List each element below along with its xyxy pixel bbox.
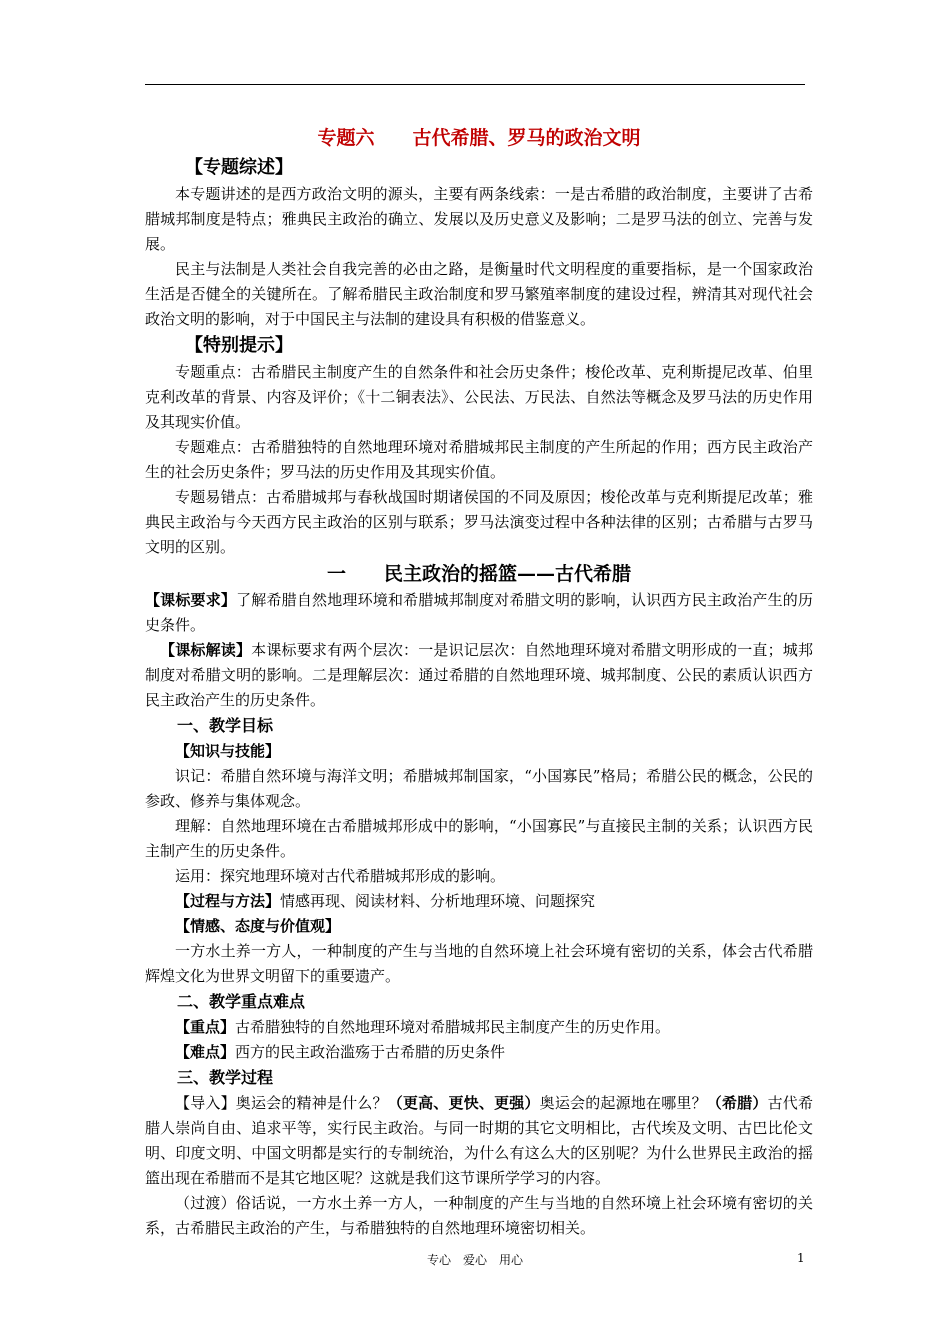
intro-question-1: 奥运会的精神是什么？ [235, 1094, 388, 1112]
difficulty-label: 【难点】 [175, 1043, 236, 1061]
interpretation-label: 【课标解读】 [160, 641, 252, 659]
standard-paragraph [145, 588, 813, 638]
interpretation-paragraph [145, 638, 813, 713]
process-method-label: 【过程与方法】 [175, 892, 281, 910]
apply-paragraph: 运用：探究地理环境对古代希腊城邦形成的影响。 [175, 867, 506, 885]
overview-paragraph-2: 民主与法制是人类社会自我完善的必由之路，是衡量时代文明程度的重要指标，是一个国家政治生活是否健全的关键所在。了解希腊民主政治制度和罗马繁殖率制度的建设过程，辨清其对现代社会政治文明的影响，对于中国民主与法制的建设具有积极的借鉴意义。 [145, 260, 813, 328]
intro-paragraph [145, 1091, 813, 1191]
tips-heading: 【特别提示】 [185, 335, 293, 356]
tips-paragraph-3: 专题易错点：古希腊城邦与春秋战国时期诸侯国的不同及原因；梭伦改革与克利斯提尼改革；雅典民主政治与今天西方民主政治的区别与联系；罗马法演变过程中各种法律的区别；古希腊与古罗马文明的区别。 [145, 488, 813, 556]
process-heading: 三、教学过程 [177, 1068, 274, 1087]
intro-question-2: 奥运会的起源地在哪里？ [539, 1094, 707, 1112]
key-text: 古希腊独特的自然地理环境对希腊城邦民主制度产生的历史作用。 [235, 1018, 671, 1036]
overview-heading: 【专题综述】 [185, 157, 293, 178]
header-rule [145, 84, 805, 85]
key-paragraph [145, 1015, 813, 1040]
page-number: 1 [797, 1251, 805, 1265]
tips-paragraph-2: 专题难点：古希腊独特的自然地理环境对希腊城邦民主制度的产生所起的作用；西方民主政治产生的社会历史条件；罗马法的历史作用及其现实价值。 [145, 438, 813, 481]
footer-motto: 专心 爱心 用心 [426, 1253, 523, 1267]
difficulty-paragraph [145, 1040, 813, 1065]
goals-heading: 一、教学目标 [177, 716, 274, 735]
lesson-title: 一 民主政治的摇篮——古代希腊 [326, 563, 631, 585]
page-title: 专题六 古代希腊、罗马的政治文明 [317, 127, 641, 149]
emotion-heading: 【情感、态度与价值观】 [175, 917, 341, 935]
overview-paragraph-1: 本专题讲述的是西方政治文明的源头，主要有两条线索：一是古希腊的政治制度，主要讲了古希腊城邦制度是特点；雅典民主政治的确立、发展以及历史意义及影响；二是罗马法的创立、完善与发展。 [145, 185, 813, 253]
knowledge-heading: 【知识与技能】 [175, 742, 281, 760]
tips-paragraph-1: 专题重点：古希腊民主制度产生的自然条件和社会历史条件；梭伦改革、克利斯提尼改革、伯里克利改革的背景、内容及评价；《十二铜表法》、公民法、万民法、自然法等概念及罗马法的历史作用及其现实价值。 [145, 363, 813, 431]
standard-text: 了解希腊自然地理环境和希腊城邦制度对希腊文明的影响，认识西方民主政治产生的历史条件。 [145, 591, 813, 634]
standard-label: 【课标要求】 [145, 591, 237, 609]
transition-text: 俗话说，一方水土养一方人，一种制度的产生与当地的自然环境上社会环境有密切的关系，古希腊民主政治的产生，与希腊独特的自然地理环境密切相关。 [145, 1194, 813, 1237]
recall-paragraph: 识记：希腊自然环境与海洋文明；希腊城邦制国家，“小国寡民”格局；希腊公民的概念，公民的参政、修养与集体观念。 [145, 767, 813, 810]
key-label: 【重点】 [175, 1018, 236, 1036]
intro-label: 【导入】 [175, 1094, 236, 1112]
difficulty-text: 西方的民主政治滥殇于古希腊的历史条件 [235, 1043, 506, 1061]
document-body [145, 124, 813, 1241]
keypoints-heading: 二、教学重点难点 [177, 992, 306, 1011]
process-method-text: 情感再现、阅读材料、分析地理环境、问题探究 [280, 892, 596, 910]
intro-answer-2: （希腊） [706, 1094, 768, 1112]
understand-paragraph: 理解：自然地理环境在古希腊城邦形成中的影响，“小国寡民”与直接民主制的关系；认识西方民主制产生的历史条件。 [145, 817, 813, 860]
transition-label: （过渡） [175, 1194, 236, 1212]
intro-rest: 古代希腊人崇尚自由、追求平等，实行民主政治。与同一时期的其它文明相比，古代埃及文明、古巴比伦文明、印度文明、中国文明都是实行的专制统治，为什么有这么大的区别呢？为什么世界民主政治的摇篮出现在希腊而不是其它地区呢？这就是我们这节课所学学习的内容。 [145, 1094, 813, 1187]
intro-answer-1: （更高、更快、更强） [387, 1094, 540, 1112]
emotion-paragraph: 一方水土养一方人，一种制度的产生与当地的自然环境上社会环境有密切的关系，体会古代希腊辉煌文化为世界文明留下的重要遗产。 [145, 942, 813, 985]
transition-paragraph [145, 1191, 813, 1241]
process-method-paragraph [145, 889, 813, 914]
interpretation-text: 本课标要求有两个层次：一是识记层次：自然地理环境对希腊文明形成的一直；城邦制度对希腊文明的影响。二是理解层次：通过希腊的自然地理环境、城邦制度、公民的素质认识西方民主政治产生的历史条件。 [145, 641, 813, 709]
